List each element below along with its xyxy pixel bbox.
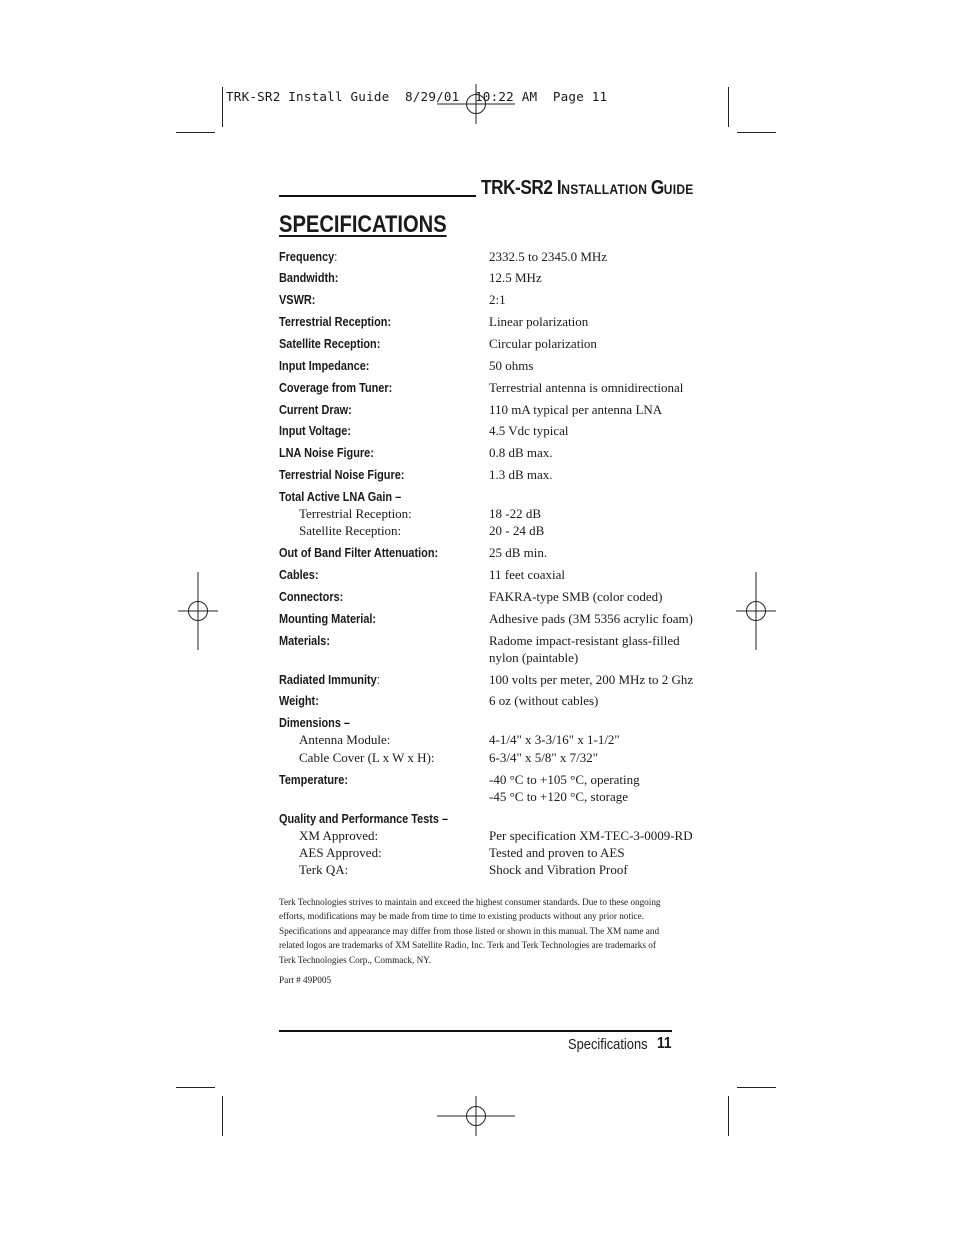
- section-title: SPECIFICATIONS: [279, 211, 447, 238]
- registration-mark-bottom-icon: [437, 1096, 515, 1136]
- spec-value: Tested and proven to AES: [489, 845, 625, 860]
- page-number: 11: [657, 1035, 672, 1052]
- header-title: [481, 177, 694, 200]
- spec-value: 2332.5 to 2345.0 MHz: [489, 249, 608, 264]
- spec-label: Dimensions –: [279, 715, 351, 730]
- disclaimer-line: Specifications and appearance may differ from those listed or shown in this manual. The XM name and: [279, 925, 660, 936]
- header-title-cap-i: I: [556, 177, 562, 199]
- spec-sublabel: Terrestrial Reception:: [299, 506, 412, 521]
- spec-label: Weight:: [279, 693, 319, 708]
- spec-value: 100 volts per meter, 200 MHz to 2 Ghz: [489, 672, 694, 687]
- spec-sublabel: Satellite Reception:: [299, 523, 402, 538]
- header-title-smallcaps-1: NSTALLATION: [561, 181, 651, 197]
- spec-value: 4.5 Vdc typical: [489, 423, 569, 438]
- crop-mark-bottom-left-vertical: [222, 1096, 223, 1136]
- spec-value: 20 - 24 dB: [489, 523, 545, 538]
- crop-mark-bottom-right-vertical: [728, 1096, 729, 1136]
- spec-label: Connectors:: [279, 589, 344, 604]
- spec-label: Frequency:: [279, 249, 338, 264]
- footer-section-label: Specifications: [568, 1036, 648, 1053]
- header-title-main: TRK-SR2: [481, 177, 557, 199]
- spec-label: LNA Noise Figure:: [279, 445, 374, 460]
- spec-label: Coverage from Tuner:: [279, 380, 393, 395]
- crop-mark-bottom-right-horizontal: [737, 1087, 776, 1088]
- spec-sublabel: Cable Cover (L x W x H):: [299, 750, 435, 765]
- registration-mark-right-icon: [736, 572, 776, 650]
- spec-label: VSWR:: [279, 292, 316, 307]
- registration-mark-top-icon: [437, 84, 515, 124]
- spec-value: -40 °C to +105 °C, operating: [489, 772, 640, 787]
- spec-label: Temperature:: [279, 772, 348, 787]
- crop-mark-bottom-left-horizontal: [176, 1087, 215, 1088]
- spec-value: Per specification XM-TEC-3-0009-RD: [489, 828, 693, 843]
- crop-mark-top-left-horizontal: [176, 132, 215, 133]
- spec-value: 1.3 dB max.: [489, 467, 553, 482]
- spec-sublabel: AES Approved:: [299, 845, 382, 860]
- spec-value: 11 feet coaxial: [489, 567, 566, 582]
- spec-label: Quality and Performance Tests –: [279, 811, 449, 826]
- header-title-cap-g: G: [650, 177, 664, 199]
- disclaimer-line: Terk Technologies strives to maintain and exceed the highest consumer standards. Due to these ongoing: [279, 897, 661, 907]
- disclaimer-paragraph: [279, 895, 679, 967]
- crop-mark-top-right-vertical: [728, 87, 729, 127]
- registration-mark-left-icon: [178, 572, 218, 650]
- disclaimer-line: related logos are trademarks of XM Satellite Radio, Inc. Terk and Terk Technologies are trademarks of: [279, 940, 656, 951]
- spec-label: Materials:: [279, 633, 331, 648]
- spec-sublabel: Terk QA:: [299, 862, 349, 877]
- spec-value: Adhesive pads (3M 5356 acrylic foam): [489, 611, 693, 626]
- spec-label: Current Draw:: [279, 402, 352, 417]
- spec-value: 2:1: [489, 292, 506, 307]
- spec-label: Input Voltage:: [279, 423, 352, 438]
- spec-value: Linear polarization: [489, 314, 589, 329]
- spec-value: Radome impact-resistant glass-filled: [489, 633, 680, 648]
- spec-label: Radiated Immunity:: [279, 672, 380, 687]
- spec-label: Satellite Reception:: [279, 336, 381, 351]
- spec-label: Terrestrial Noise Figure:: [279, 467, 405, 482]
- spec-value: 4-1/4" x 3-3/16" x 1-1/2": [489, 732, 620, 747]
- spec-sublabel: XM Approved:: [299, 828, 379, 843]
- header-title-smallcaps-2: UIDE: [663, 181, 694, 197]
- spec-label: Out of Band Filter Attenuation:: [279, 545, 439, 560]
- spec-value: Shock and Vibration Proof: [489, 862, 628, 877]
- spec-value: 25 dB min.: [489, 545, 548, 560]
- header-rule: [279, 195, 476, 197]
- spec-value: 0.8 dB max.: [489, 445, 553, 460]
- spec-label: Input Impedance:: [279, 358, 370, 373]
- spec-label: Mounting Material:: [279, 611, 377, 626]
- disclaimer-line: efforts, modifications may be made from time to time to existing products without any prior notice.: [279, 911, 644, 922]
- print-slug-line: TRK-SR2 Install Guide 8/29/01 10:22 AM Page 11: [226, 89, 608, 104]
- disclaimer-line: Terk Technologies Corp., Commack, NY.: [279, 954, 431, 965]
- spec-label: Total Active LNA Gain –: [279, 489, 402, 504]
- spec-value: Terrestrial antenna is omnidirectional: [489, 380, 684, 395]
- spec-sublabel: Antenna Module:: [299, 732, 391, 747]
- crop-mark-top-left-vertical: [222, 87, 223, 127]
- spec-value: 6 oz (without cables): [489, 693, 599, 708]
- spec-value: Circular polarization: [489, 336, 597, 351]
- crop-mark-top-right-horizontal: [737, 132, 776, 133]
- footer-rule: [279, 1030, 672, 1032]
- spec-value: FAKRA-type SMB (color coded): [489, 589, 663, 604]
- spec-label: Bandwidth:: [279, 270, 339, 285]
- spec-value: 50 ohms: [489, 358, 534, 373]
- spec-value: 110 mA typical per antenna LNA: [489, 402, 663, 417]
- spec-label: Terrestrial Reception:: [279, 314, 392, 329]
- spec-value: 18 -22 dB: [489, 506, 541, 521]
- spec-value: 6-3/4" x 5/8" x 7/32": [489, 750, 599, 765]
- spec-value: 12.5 MHz: [489, 270, 542, 285]
- spec-value-line-2: -45 °C to +120 °C, storage: [489, 789, 629, 804]
- spec-label: Cables:: [279, 567, 319, 582]
- spec-value-line-2: nylon (paintable): [489, 650, 579, 665]
- part-number: Part # 49P005: [279, 975, 332, 985]
